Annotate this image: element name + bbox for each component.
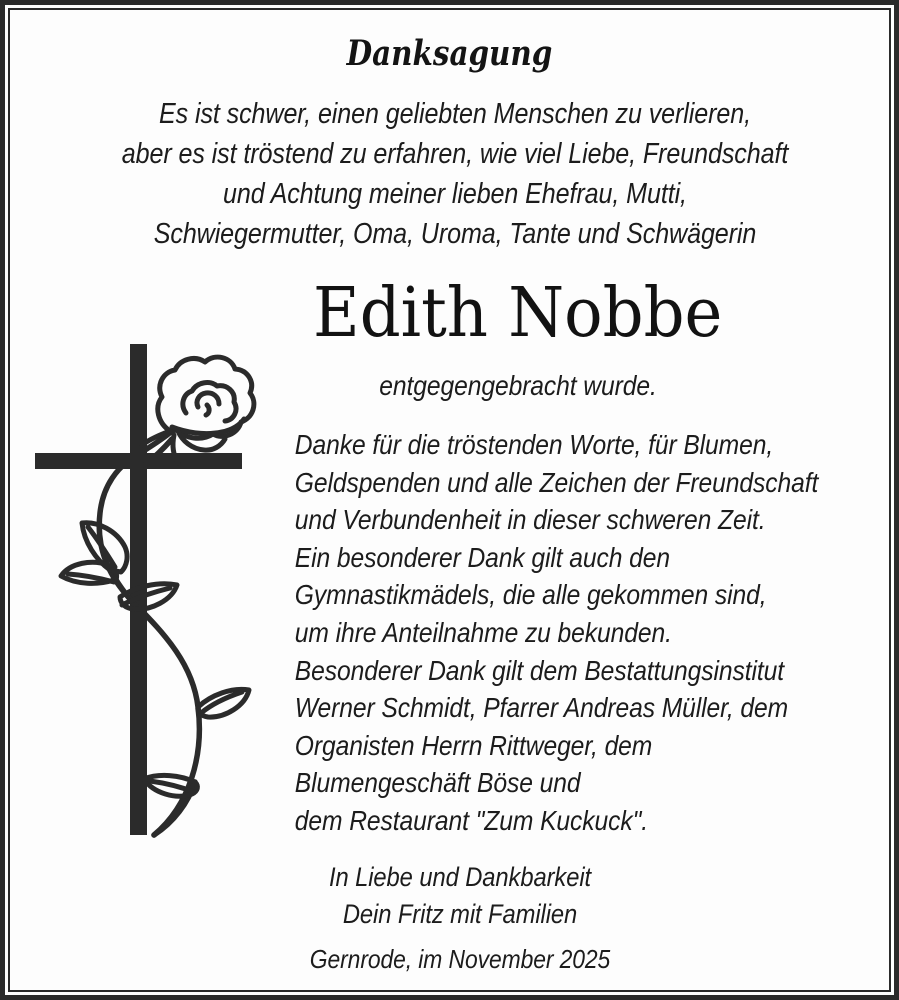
thanks-line-text: Blumengeschäft Böse und xyxy=(294,767,581,799)
thanks-line xyxy=(295,689,849,727)
thanks-line-text: Geldspenden und alle Zeichen der Freundschaft xyxy=(294,466,819,498)
deceased-name-text: Edith Nobbe xyxy=(313,274,723,353)
cross-with-rose-illustration xyxy=(22,335,257,850)
closing-line xyxy=(161,859,759,896)
thanks-line xyxy=(295,652,849,690)
thanks-text-block xyxy=(295,426,849,840)
vine-stem xyxy=(99,431,199,835)
closing-block xyxy=(161,859,759,933)
thanks-line-text: Besonderer Dank gilt dem Bestattungsinstitut xyxy=(294,654,784,686)
closing-line xyxy=(161,896,759,933)
thanks-line-text: Danke für die tröstenden Worte, für Blumen, xyxy=(294,429,774,460)
thanks-line xyxy=(295,576,849,614)
place-and-date xyxy=(161,942,759,976)
closing-line-text: In Liebe und Dankbarkeit xyxy=(328,862,592,892)
cross-horizontal-beam xyxy=(35,453,242,469)
intro-line-text: und Achtung meiner lieben Ehefrau, Mutti, xyxy=(223,178,687,210)
thanks-line xyxy=(295,802,849,840)
thanks-line xyxy=(295,464,849,502)
intro-line xyxy=(83,214,827,254)
leaf-right-mid xyxy=(198,689,249,717)
thanks-line-text: dem Restaurant "Zum Kuckuck". xyxy=(294,804,648,836)
thanks-line xyxy=(295,727,849,765)
thanks-line-text: Ein besonderer Dank gilt auch den xyxy=(294,541,670,573)
thanks-line-text: und Verbundenheit in dieser schweren Zeit. xyxy=(294,504,766,536)
page-title xyxy=(10,33,889,74)
intro-line-text: Schwiegermutter, Oma, Uroma, Tante und Schwägerin xyxy=(153,218,757,250)
intro-line-text: Es ist schwer, einen geliebten Menschen zu verlieren, xyxy=(158,98,751,130)
thanks-line xyxy=(295,764,849,802)
intro-continuation xyxy=(272,367,765,405)
thanks-line-text: Organisten Herrn Rittweger, dem xyxy=(294,729,653,761)
intro-continuation-text: entgegengebracht wurde. xyxy=(379,370,657,401)
cross-with-rose-icon xyxy=(22,335,257,850)
signature-text: Dein Fritz mit Familien xyxy=(342,899,578,929)
notice-canvas xyxy=(10,10,889,990)
thanks-line xyxy=(295,539,849,577)
deceased-name xyxy=(238,276,798,352)
heading-text: Danksagung xyxy=(346,33,553,74)
intro-line xyxy=(83,94,827,134)
intro-line-text: aber es ist tröstend zu erfahren, wie viel Liebe, Freundschaft xyxy=(121,138,789,170)
thanks-line xyxy=(295,501,849,539)
rose-bloom-icon xyxy=(142,357,254,463)
intro-text-block xyxy=(83,94,827,254)
thanks-line-text: Werner Schmidt, Pfarrer Andreas Müller, dem xyxy=(294,692,789,724)
frame-inner-rule xyxy=(8,8,891,992)
intro-line xyxy=(83,134,827,174)
thanks-line-text: Gymnastikmädels, die alle gekommen sind, xyxy=(294,579,767,611)
thanks-line xyxy=(295,614,849,652)
intro-line xyxy=(83,174,827,214)
place-and-date-text: Gernrode, im November 2025 xyxy=(309,944,611,974)
frame-gap xyxy=(5,5,894,995)
thanks-line xyxy=(295,426,849,464)
thanks-line-text: um ihre Anteilnahme zu bekunden. xyxy=(294,616,672,648)
